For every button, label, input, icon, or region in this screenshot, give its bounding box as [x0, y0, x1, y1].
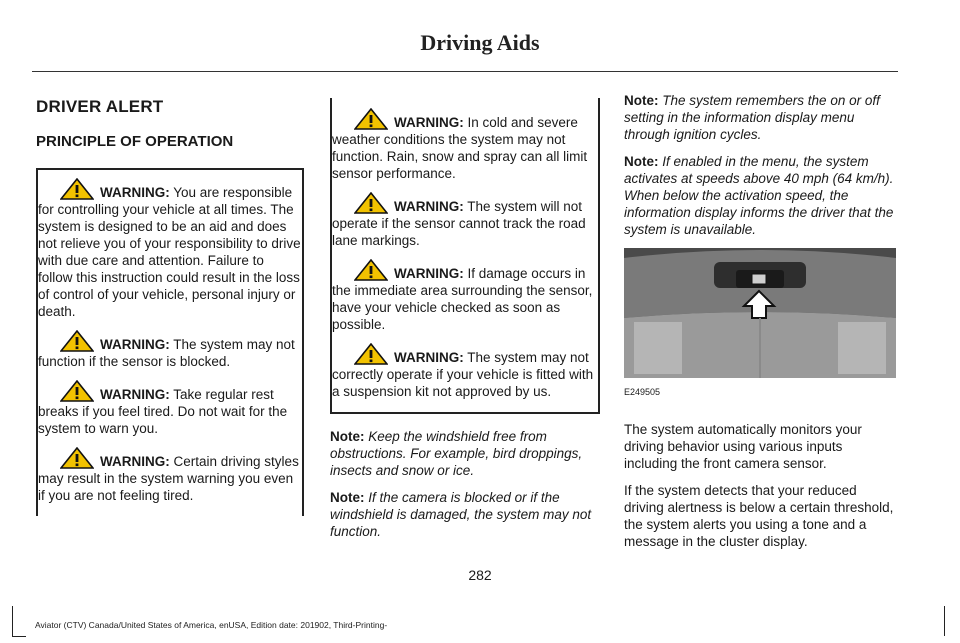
- note-text: Keep the windshield free from obstructions. For example, bird droppings, insects and snow or ice.: [330, 429, 583, 478]
- body-paragraph: The system automatically monitors your driving behavior using various inputs including the front camera sensor.: [624, 422, 862, 471]
- page-header: Driving Aids: [420, 30, 540, 55]
- note-text: If enabled in the menu, the system activates at speeds above 40 mph (64 km/h). When below the activation speed, the information display informs the driver that the system is unavailable.: [624, 154, 894, 237]
- warning-text: The system will not operate if the sensor cannot track the road lane markings.: [332, 199, 586, 248]
- note-text: If the camera is blocked or if the windshield is damaged, the system may not function.: [330, 490, 592, 539]
- warning-item: [38, 380, 302, 437]
- note-paragraph: [624, 92, 896, 143]
- warning-text: The system may not correctly operate if your vehicle is fitted with a suspension kit not approved by us.: [332, 350, 594, 399]
- header-rule: [32, 71, 898, 72]
- warning-item: [332, 343, 598, 400]
- warning-item: [38, 330, 302, 370]
- warning-text: The system may not function if the sensor is blocked.: [38, 337, 295, 369]
- note-label: Note:: [330, 490, 365, 505]
- warning-triangle-icon: [354, 108, 388, 130]
- warning-label: WARNING:: [394, 350, 464, 365]
- warning-triangle-icon: [354, 192, 388, 214]
- footer-text: Aviator (CTV) Canada/United States of America, enUSA, Edition date: 201902, Third-Printing-: [35, 620, 388, 630]
- section-title: DRIVER ALERT: [36, 97, 164, 116]
- crop-mark: [12, 606, 13, 636]
- warning-triangle-icon: [60, 447, 94, 469]
- warning-triangle-icon: [354, 343, 388, 365]
- note-paragraph: [624, 153, 896, 238]
- warning-item: [332, 259, 598, 333]
- body-paragraph: If the system detects that your reduced driving alertness is below a certain threshold, the system alerts you using a tone and a message in the cluster display.: [624, 483, 894, 549]
- note-paragraph: [330, 428, 600, 479]
- warning-label: WARNING:: [100, 454, 170, 469]
- section-subtitle: PRINCIPLE OF OPERATION: [36, 133, 234, 150]
- warning-text: Certain driving styles may result in the system warning you even if you are not feeling tired.: [38, 454, 299, 503]
- note-text: The system remembers the on or off setting in the information display menu through ignition cycles.: [624, 93, 880, 142]
- warning-label: WARNING:: [100, 337, 170, 352]
- warning-label: WARNING:: [394, 199, 464, 214]
- warning-label: WARNING:: [100, 387, 170, 402]
- column-3: [624, 92, 896, 560]
- warning-text: Take regular rest breaks if you feel tired. Do not wait for the system to warn you.: [38, 387, 288, 436]
- camera-sensor-figure: [624, 248, 896, 378]
- warning-text: If damage occurs in the immediate area surrounding the sensor, have your vehicle checked as soon as possible.: [332, 266, 593, 332]
- warning-text: In cold and severe weather conditions the system may not function. Rain, snow and spray can all limit sensor performance.: [332, 115, 588, 181]
- warning-box-2: [330, 98, 600, 414]
- warning-item: [38, 178, 302, 320]
- note-paragraph: [330, 489, 600, 540]
- warning-label: WARNING:: [394, 266, 464, 281]
- windshield-camera-illustration: [624, 248, 896, 378]
- column-1: [36, 92, 304, 516]
- warning-triangle-icon: [60, 380, 94, 402]
- note-label: Note:: [624, 93, 659, 108]
- page-number: 282: [468, 567, 492, 583]
- crop-mark: [12, 636, 26, 637]
- crop-mark: [944, 606, 945, 636]
- warning-label: WARNING:: [394, 115, 464, 130]
- note-label: Note:: [624, 154, 659, 169]
- warning-item: [38, 447, 302, 504]
- warning-item: [332, 192, 598, 249]
- figure-label: E249505: [624, 387, 661, 397]
- note-label: Note:: [330, 429, 365, 444]
- warning-text: You are responsible for controlling your vehicle at all times. The system is designed to be an aid and does not relieve you of your responsibility to drive with due care and attention. Failure to follow this instruction could result in the loss of control of your vehicle, personal injury or death.: [38, 185, 301, 319]
- warning-triangle-icon: [60, 330, 94, 352]
- warning-triangle-icon: [60, 178, 94, 200]
- warning-box-1: [36, 168, 304, 516]
- column-2: [330, 98, 600, 550]
- warning-label: WARNING:: [100, 185, 170, 200]
- warning-triangle-icon: [354, 259, 388, 281]
- warning-item: [332, 108, 598, 182]
